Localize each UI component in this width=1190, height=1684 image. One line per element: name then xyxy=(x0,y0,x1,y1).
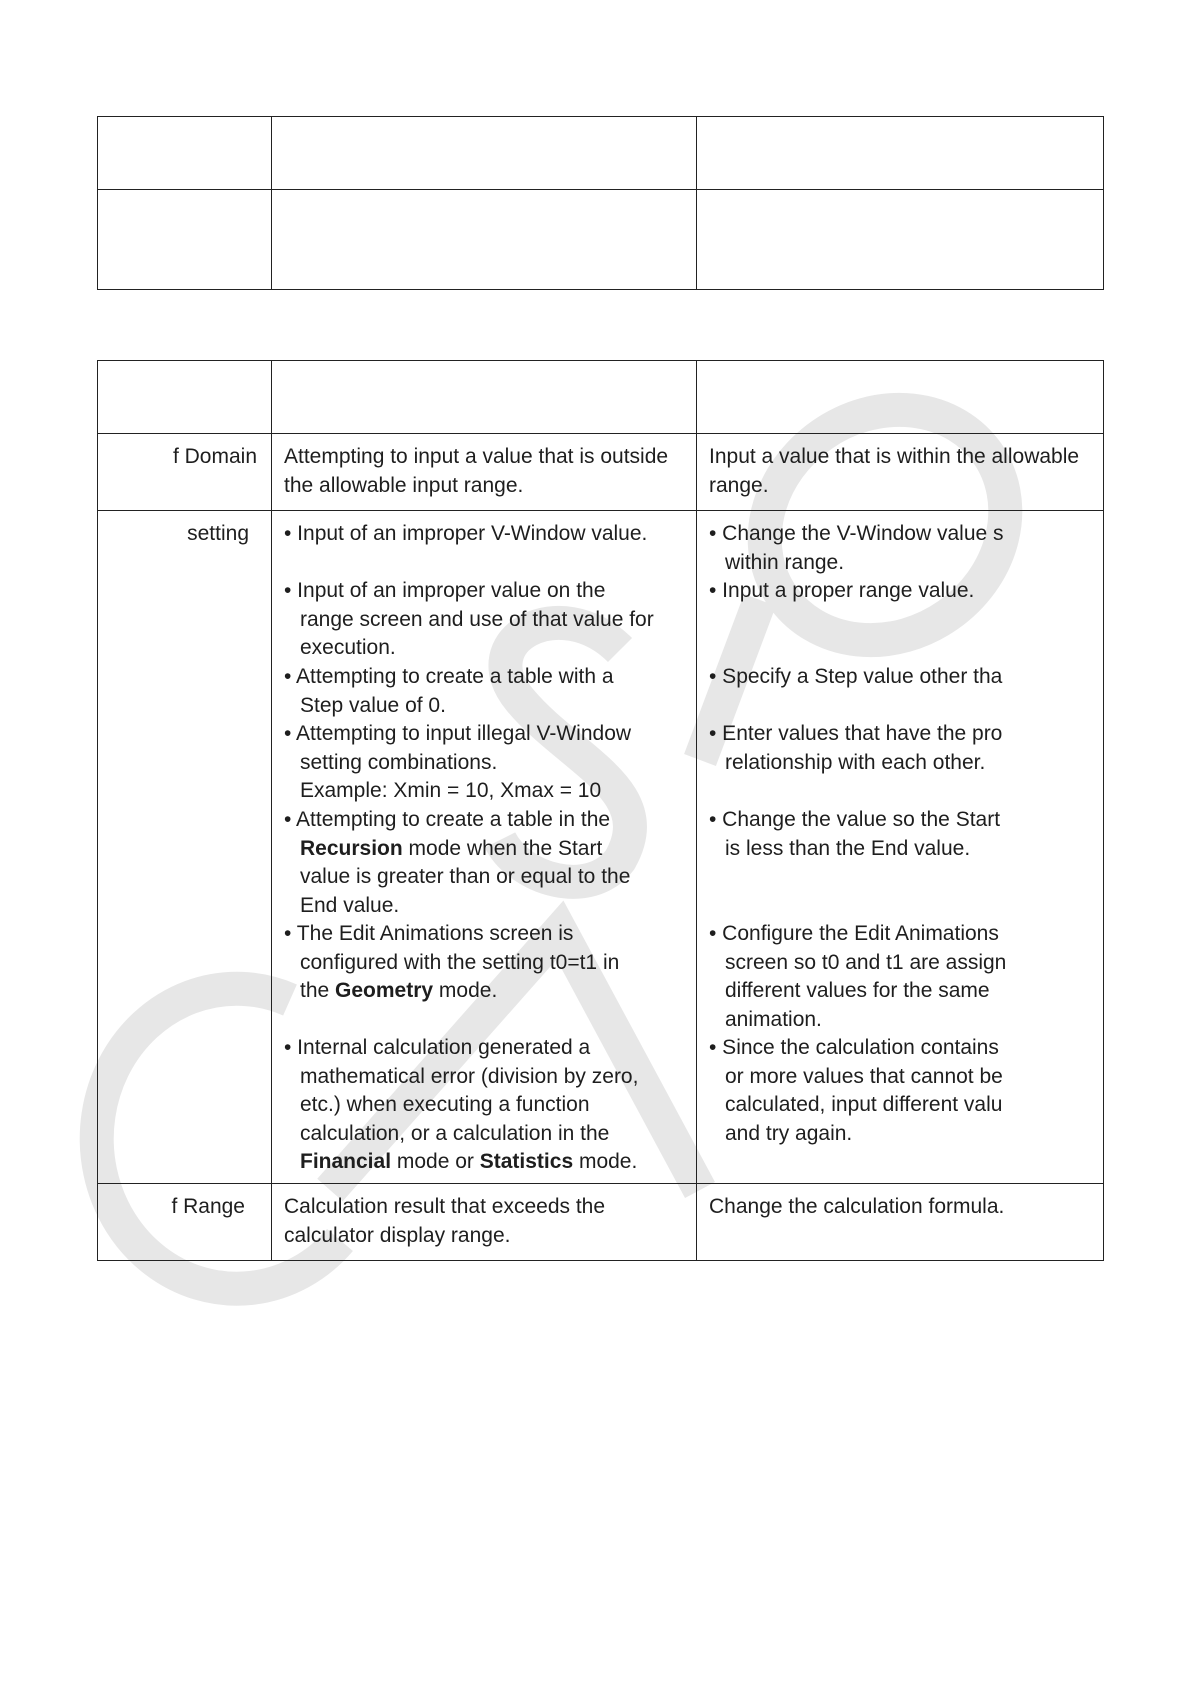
setting-error-row xyxy=(98,511,1104,1184)
table-cell xyxy=(272,190,697,290)
cause-cell xyxy=(272,1184,697,1261)
error-table-main xyxy=(97,360,1104,1261)
cause-cell xyxy=(272,434,697,511)
cause-item: • Attempting to create a table in the Recursion mode when the Start value is greater than or equal to the End value. xyxy=(284,808,631,917)
error-table-top xyxy=(97,116,1104,290)
action-item: • Since the calculation contains or more values that cannot be calculated, input different valu and try again. xyxy=(709,1036,1003,1145)
action-cell xyxy=(697,1184,1104,1261)
action-text: Change the calculation formula. xyxy=(709,1195,1005,1218)
table-cell xyxy=(272,117,697,190)
error-label-cell xyxy=(98,434,272,511)
table-cell xyxy=(697,190,1104,290)
action-text: Input a value that is within the allowable range. xyxy=(709,445,1080,497)
range-error-row xyxy=(98,1184,1104,1261)
cause-item: • Input of an improper value on the range screen and use of that value for execution. xyxy=(284,579,654,659)
cause-item: • Internal calculation generated a mathematical error (division by zero, etc.) when executing a function calculation, or a calculation in the Financial mode or Statistics mode. xyxy=(284,1036,639,1173)
action-cell xyxy=(697,434,1104,511)
table-row xyxy=(98,190,1104,290)
error-label: setting xyxy=(187,522,249,545)
table-cell xyxy=(98,190,272,290)
cause-text: Attempting to input a value that is outside the allowable input range. xyxy=(284,445,669,497)
header-cell-cause xyxy=(272,361,697,434)
action-item: • Change the V-Window value s within range. xyxy=(709,522,1004,574)
table-header-row xyxy=(98,361,1104,434)
cause-cell xyxy=(272,511,697,1184)
action-item: • Configure the Edit Animations screen so t0 and t1 are assign different values for the same animation. xyxy=(709,922,1007,1031)
cause-text: Calculation result that exceeds the calculator display range. xyxy=(284,1195,606,1247)
error-label: f Domain xyxy=(172,445,257,468)
action-item: • Enter values that have the pro relationship with each other. xyxy=(709,722,1003,774)
error-label-cell xyxy=(98,1184,272,1261)
action-item: • Input a proper range value. xyxy=(709,579,975,602)
table-row xyxy=(98,117,1104,190)
table-cell xyxy=(697,117,1104,190)
cause-item: • Input of an improper V-Window value. xyxy=(284,522,648,545)
action-cell xyxy=(697,511,1104,1184)
action-item: • Change the value so the Start is less than the End value. xyxy=(709,808,1001,860)
domain-error-row xyxy=(98,434,1104,511)
cause-item: • Attempting to create a table with a Step value of 0. xyxy=(284,665,614,717)
cause-item: • Attempting to input illegal V-Window setting combinations. Example: Xmin = 10, Xmax = 10 xyxy=(284,722,632,802)
error-label-cell xyxy=(98,511,272,1184)
header-cell-action xyxy=(697,361,1104,434)
table-cell xyxy=(98,117,272,190)
action-item: • Specify a Step value other tha xyxy=(709,665,1003,688)
error-label: f Range xyxy=(171,1195,245,1218)
cause-item: • The Edit Animations screen is configured with the setting t0=t1 in the Geometry mode. xyxy=(284,922,620,1002)
header-cell-error xyxy=(98,361,272,434)
